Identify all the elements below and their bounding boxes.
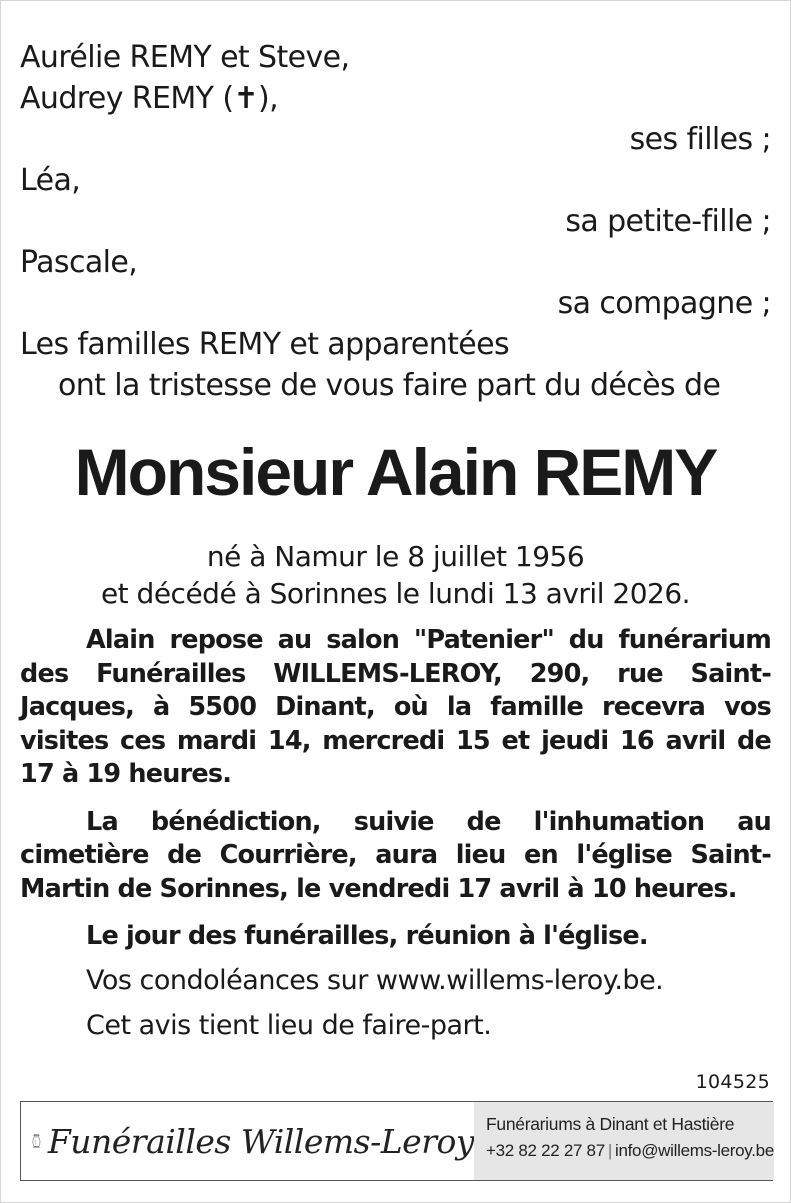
family-relatives: Les familles REMY et apparentées xyxy=(20,327,510,362)
email-address: info@willems-leroy.be xyxy=(615,1141,774,1160)
family-companion-role: sa compagne ; xyxy=(557,286,771,321)
notice-note: Cet avis tient lieu de faire-part. xyxy=(86,1010,492,1041)
family-companion: Pascale, xyxy=(20,245,138,280)
visitation-paragraph: Alain repose au salon "Patenier" du funérarium des Funérailles WILLEMS-LEROY, 290, rue Saint-Jacques, à 5500 Dinant, où la famille recevra vos visites ces mardi 14, mercredi 15 et jeudi 16 avril de 17 à 19 heures. xyxy=(20,625,771,789)
family-daughters-line-2: Audrey REMY (✝), xyxy=(20,81,279,116)
phone-number: +32 82 22 27 87 xyxy=(486,1141,605,1160)
family-granddaughter-role: sa petite-fille ; xyxy=(565,204,771,239)
ceremony-paragraph: La bénédiction, suivie de l'inhumation au cimetière de Courrière, aura lieu en l'église Saint-Martin de Sorinnes, le vendredi 17 avril à 10 heures. xyxy=(20,806,771,904)
contact-separator: | xyxy=(607,1141,612,1160)
condolences-note: Vos condoléances sur www.willems-leroy.be. xyxy=(86,965,664,996)
family-granddaughter: Léa, xyxy=(20,163,81,198)
death-info: et décédé à Sorinnes le lundi 13 avril 2026. xyxy=(100,577,691,610)
banner-brand-area xyxy=(21,1102,474,1180)
funeral-home-name: Funérailles Willems-Leroy xyxy=(47,1121,474,1161)
funeral-home-banner xyxy=(20,1101,773,1181)
banner-contact-area xyxy=(474,1102,774,1180)
meeting-note: Le jour des funérailles, réunion à l'église. xyxy=(86,921,648,951)
deceased-name: Monsieur Alain REMY xyxy=(74,435,717,509)
contact-line xyxy=(486,1136,774,1166)
announcement-intro: ont la tristesse de vous faire part du décès de xyxy=(58,368,721,403)
reference-number: 104525 xyxy=(695,1071,770,1093)
funerarium-locations: Funérariums à Dinant et Hastière xyxy=(486,1114,735,1134)
family-daughters-line-1: Aurélie REMY et Steve, xyxy=(20,40,350,75)
birth-info: né à Namur le 8 juillet 1956 xyxy=(206,540,585,573)
urn-icon xyxy=(31,1107,42,1175)
family-daughters-role: ses filles ; xyxy=(629,122,771,157)
